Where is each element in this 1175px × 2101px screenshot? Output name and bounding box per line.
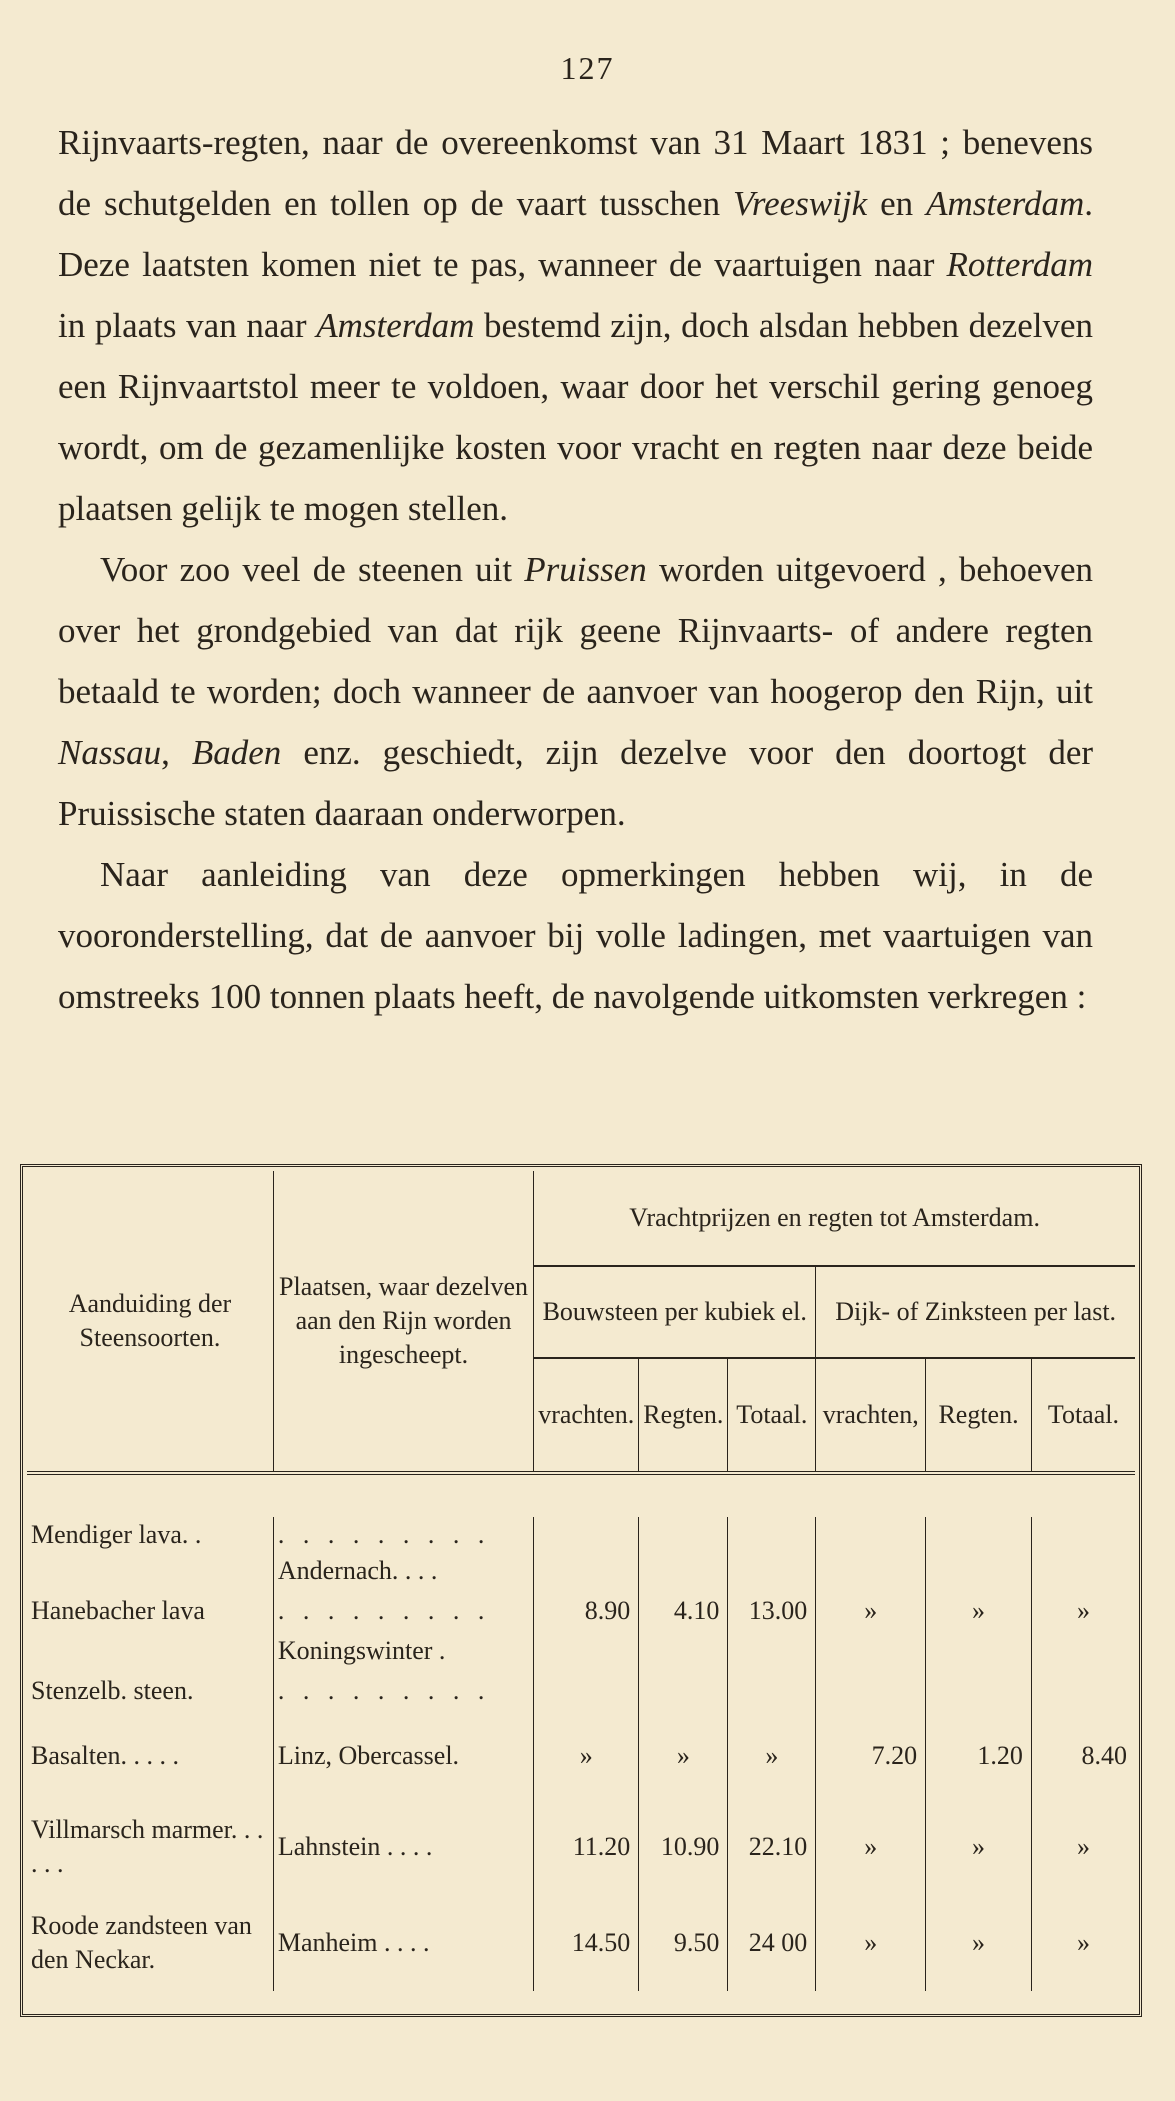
dijk-regten: » — [926, 1589, 1032, 1633]
paragraph-3 — [58, 844, 1093, 1027]
row-place: Andernach. . . . — [273, 1553, 533, 1589]
body-text — [58, 112, 1093, 1027]
italic-place-name: Rotterdam — [946, 245, 1093, 284]
text-run: bestemd zijn, doch alsdan hebben dezelven een Rijnvaartstol meer te voldoen, waar door het verschil gering genoeg wordt, om de gezamenlijke kosten voor vracht en regten naar deze beide plaatsen gelijk te mogen stellen. — [58, 306, 1093, 528]
header-places: Plaatsen, waar dezelven aan den Rijn worden ingescheept. — [273, 1171, 533, 1473]
row-name: Hanebacher lava — [27, 1589, 273, 1633]
bouw-totaal: 13.00 — [728, 1589, 816, 1633]
row-name: Villmarsch marmer. . . . . . — [27, 1799, 273, 1895]
bouw-regten: 4.10 — [639, 1589, 728, 1633]
header-freight-group: Vrachtprijzen en regten tot Amsterdam. — [629, 1202, 1040, 1232]
italic-place-name: Vreeswijk — [733, 184, 868, 223]
text-run: en — [867, 184, 927, 223]
header-building-stone: Bouwsteen per kubiek el. — [534, 1266, 816, 1358]
header-dues-2: Regten. — [926, 1358, 1032, 1473]
header-stone-type: Aanduiding der Steensoorten. — [27, 1171, 273, 1473]
row-place: . . . . . . . . . — [273, 1517, 533, 1553]
text-run: in plaats van naar — [58, 306, 317, 345]
italic-place-name: Nassau — [58, 733, 162, 772]
dijk-vracht: » — [816, 1589, 926, 1633]
row-name: Mendiger lava. . — [27, 1517, 273, 1553]
header-total-2: Totaal. — [1031, 1358, 1135, 1473]
text-run: Naar aanleiding van deze opmerkingen hebben wij, in de vooronderstelling, dat de aanvoer bij volle ladingen, met vaartuigen van omstreeks 100 tonnen plaats heeft, de navolgende uitkomsten verkregen : — [58, 855, 1093, 1016]
header-freight-2: vrachten, — [816, 1358, 926, 1473]
text-run: , — [161, 733, 192, 772]
italic-place-name: Amsterdam — [316, 306, 475, 345]
header-total-1: Totaal. — [728, 1358, 816, 1473]
row-name: Stenzelb. steen. — [27, 1669, 273, 1713]
bouw-vracht: 8.90 — [534, 1589, 639, 1633]
row-name: Roode zandsteen van den Neckar. — [27, 1895, 273, 1991]
italic-place-name: Baden — [191, 733, 282, 772]
header-dues-1: Regten. — [639, 1358, 728, 1473]
page-number: 127 — [560, 50, 615, 86]
text-run: worden uitgevoerd , behoeven over het grondgebied van dat rijk geene Rijnvaarts- of andere regten betaald te worden; doch wanneer de aanvoer van hoogerop den Rijn, uit — [58, 550, 1093, 711]
italic-place-name: Amsterdam — [926, 184, 1085, 223]
row-place: Manheim . . . . — [273, 1895, 533, 1991]
header-freight-1: vrachten. — [534, 1358, 639, 1473]
italic-place-name: Pruissen — [524, 550, 647, 589]
text-run: Voor zoo veel de steenen uit — [100, 550, 525, 589]
row-name: Basalten. . . . . — [27, 1713, 273, 1799]
freight-table — [20, 1164, 1142, 2017]
text-run: enz. geschiedt, zijn dezelve voor den doortogt der Pruissische staten daaraan onderworpen. — [58, 733, 1094, 833]
header-dike-stone: Dijk- of Zinksteen per last. — [816, 1266, 1135, 1358]
row-place: Linz, Obercassel. — [273, 1713, 533, 1799]
row-place: Koningswinter . — [273, 1633, 533, 1669]
dijk-totaal: » — [1076, 1596, 1090, 1625]
text-run: . Deze laatsten komen niet te pas, wanneer de vaartuigen naar — [58, 184, 1093, 284]
freight-table-grid: Aanduiding der Steensoorten. Plaatsen, waar dezelven aan den Rijn worden ingescheept. Vrachtprijzen en regten tot Amsterdam. Bouwsteen per kubiek el. Dijk- of Zinksteen per last. vrachten. Regten. Totaal. vrachten, Regten. Totaal. Mendiger lava. . . . . . . . . . . Andernach. . . . Hanebacher lava . . . . . . . . . 8.90 4.10 13.00 » » » Koningswinter . Stenzelb. steen. . . . . . . . . . Basalten. . . . . Linz, Obercassel. » » » 7.20 1.20 8.40 Villmarsch marmer. . . . . . Lahnstein . . . . 11.20 10.90 22.10 » » » Roode zandsteen van den Neckar. Manheim . . . . 14.50 9.50 24 00 » » » — [27, 1171, 1135, 1991]
row-place: Lahnstein . . . . — [273, 1799, 533, 1895]
paragraph-1 — [58, 112, 1093, 539]
text-run: Rijnvaarts-regten, naar de overeenkomst van 31 Maart 1831 ; benevens de schutgelden en tollen op de vaart tusschen — [58, 123, 1093, 223]
paragraph-2 — [58, 539, 1093, 844]
